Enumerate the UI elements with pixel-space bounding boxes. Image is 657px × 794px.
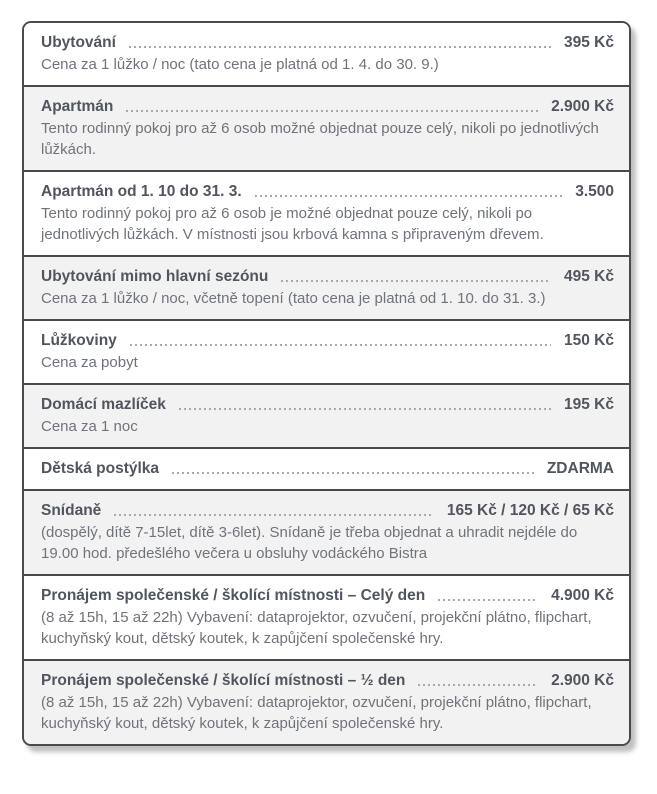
item-title: Snídaně [41, 502, 102, 519]
item-title: Ubytování [41, 34, 116, 51]
price-row-head [41, 670, 614, 691]
item-price: ZDARMA [546, 460, 614, 477]
dotted-leader [418, 684, 538, 686]
item-description: Cena za 1 lůžko / noc (tato cena je platná od 1. 4. do 30. 9.) [41, 56, 439, 73]
item-description: Tento rodinný pokoj pro až 6 osob je možné objednat pouze celý, nikoli po jednotlivých lůžkách. V místnosti jsou krbová kamna s připraveným dřevem. [41, 205, 544, 243]
price-row [24, 319, 629, 383]
item-price: 165 Kč / 120 Kč / 65 Kč [446, 502, 614, 519]
price-row [24, 23, 629, 85]
dotted-leader [179, 408, 551, 410]
price-row [24, 447, 629, 489]
price-row [24, 170, 629, 255]
item-description: (dospělý, dítě 7-15let, dítě 3-6let). Snídaně je třeba objednat a uhradit nejdéle do 19.00 hod. předešlého večera u obsluhy vodáckého Bistra [41, 524, 578, 562]
price-row [24, 85, 629, 170]
dotted-leader [114, 514, 434, 516]
item-price: 4.900 Kč [551, 587, 614, 604]
item-price: 395 Kč [564, 34, 614, 51]
price-row [24, 489, 629, 574]
item-price: 3.500 [575, 183, 614, 200]
price-row-head [41, 96, 614, 117]
item-description: Cena za pobyt [41, 354, 138, 371]
price-row-head [41, 181, 614, 202]
item-price: 150 Kč [564, 332, 614, 349]
price-row-head [41, 330, 614, 351]
price-row [24, 574, 629, 659]
item-title: Lůžkoviny [41, 332, 117, 349]
item-title: Dětská postýlka [41, 460, 160, 477]
item-description: (8 až 15h, 15 až 22h) Vybavení: dataprojektor, ozvučení, projekční plátno, flipchart, kuchyňský kout, dětský koutek, k zapůjčení společenské hry. [41, 694, 592, 732]
price-row [24, 255, 629, 319]
item-description: Cena za 1 noc [41, 418, 138, 435]
item-title: Apartmán [41, 98, 114, 115]
item-title: Apartmán od 1. 10 do 31. 3. [41, 183, 242, 200]
item-price: 495 Kč [564, 268, 614, 285]
price-list-card [22, 21, 631, 746]
dotted-leader [255, 195, 563, 197]
item-price: 2.900 Kč [551, 98, 614, 115]
item-title: Pronájem společenské / školící místnosti – Celý den [41, 587, 426, 604]
item-title: Domácí mazlíček [41, 396, 166, 413]
dotted-leader [129, 46, 551, 48]
price-row-head [41, 500, 614, 521]
item-description: Cena za 1 lůžko / noc, včetně topení (tato cena je platná od 1. 10. do 31. 3.) [41, 290, 546, 307]
item-price: 2.900 Kč [551, 672, 614, 689]
price-row-head [41, 266, 614, 287]
dotted-leader [130, 344, 551, 346]
price-row-head [41, 458, 614, 479]
dotted-leader [126, 110, 538, 112]
price-row [24, 659, 629, 744]
item-description: Tento rodinný pokoj pro až 6 osob možné objednat pouze celý, nikoli po jednotlivých lůžkách. [41, 120, 599, 158]
item-title: Ubytování mimo hlavní sezónu [41, 268, 269, 285]
price-row-head [41, 32, 614, 53]
dotted-leader [172, 472, 534, 474]
item-description: (8 až 15h, 15 až 22h) Vybavení: dataprojektor, ozvučení, projekční plátno, flipchart, kuchyňský kout, dětský koutek, k zapůjčení společenské hry. [41, 609, 592, 647]
dotted-leader [281, 280, 551, 282]
price-row-head [41, 394, 614, 415]
item-price: 195 Kč [564, 396, 614, 413]
price-row [24, 383, 629, 447]
dotted-leader [438, 599, 538, 601]
item-title: Pronájem společenské / školící místnosti – ½ den [41, 672, 406, 689]
price-row-head [41, 585, 614, 606]
